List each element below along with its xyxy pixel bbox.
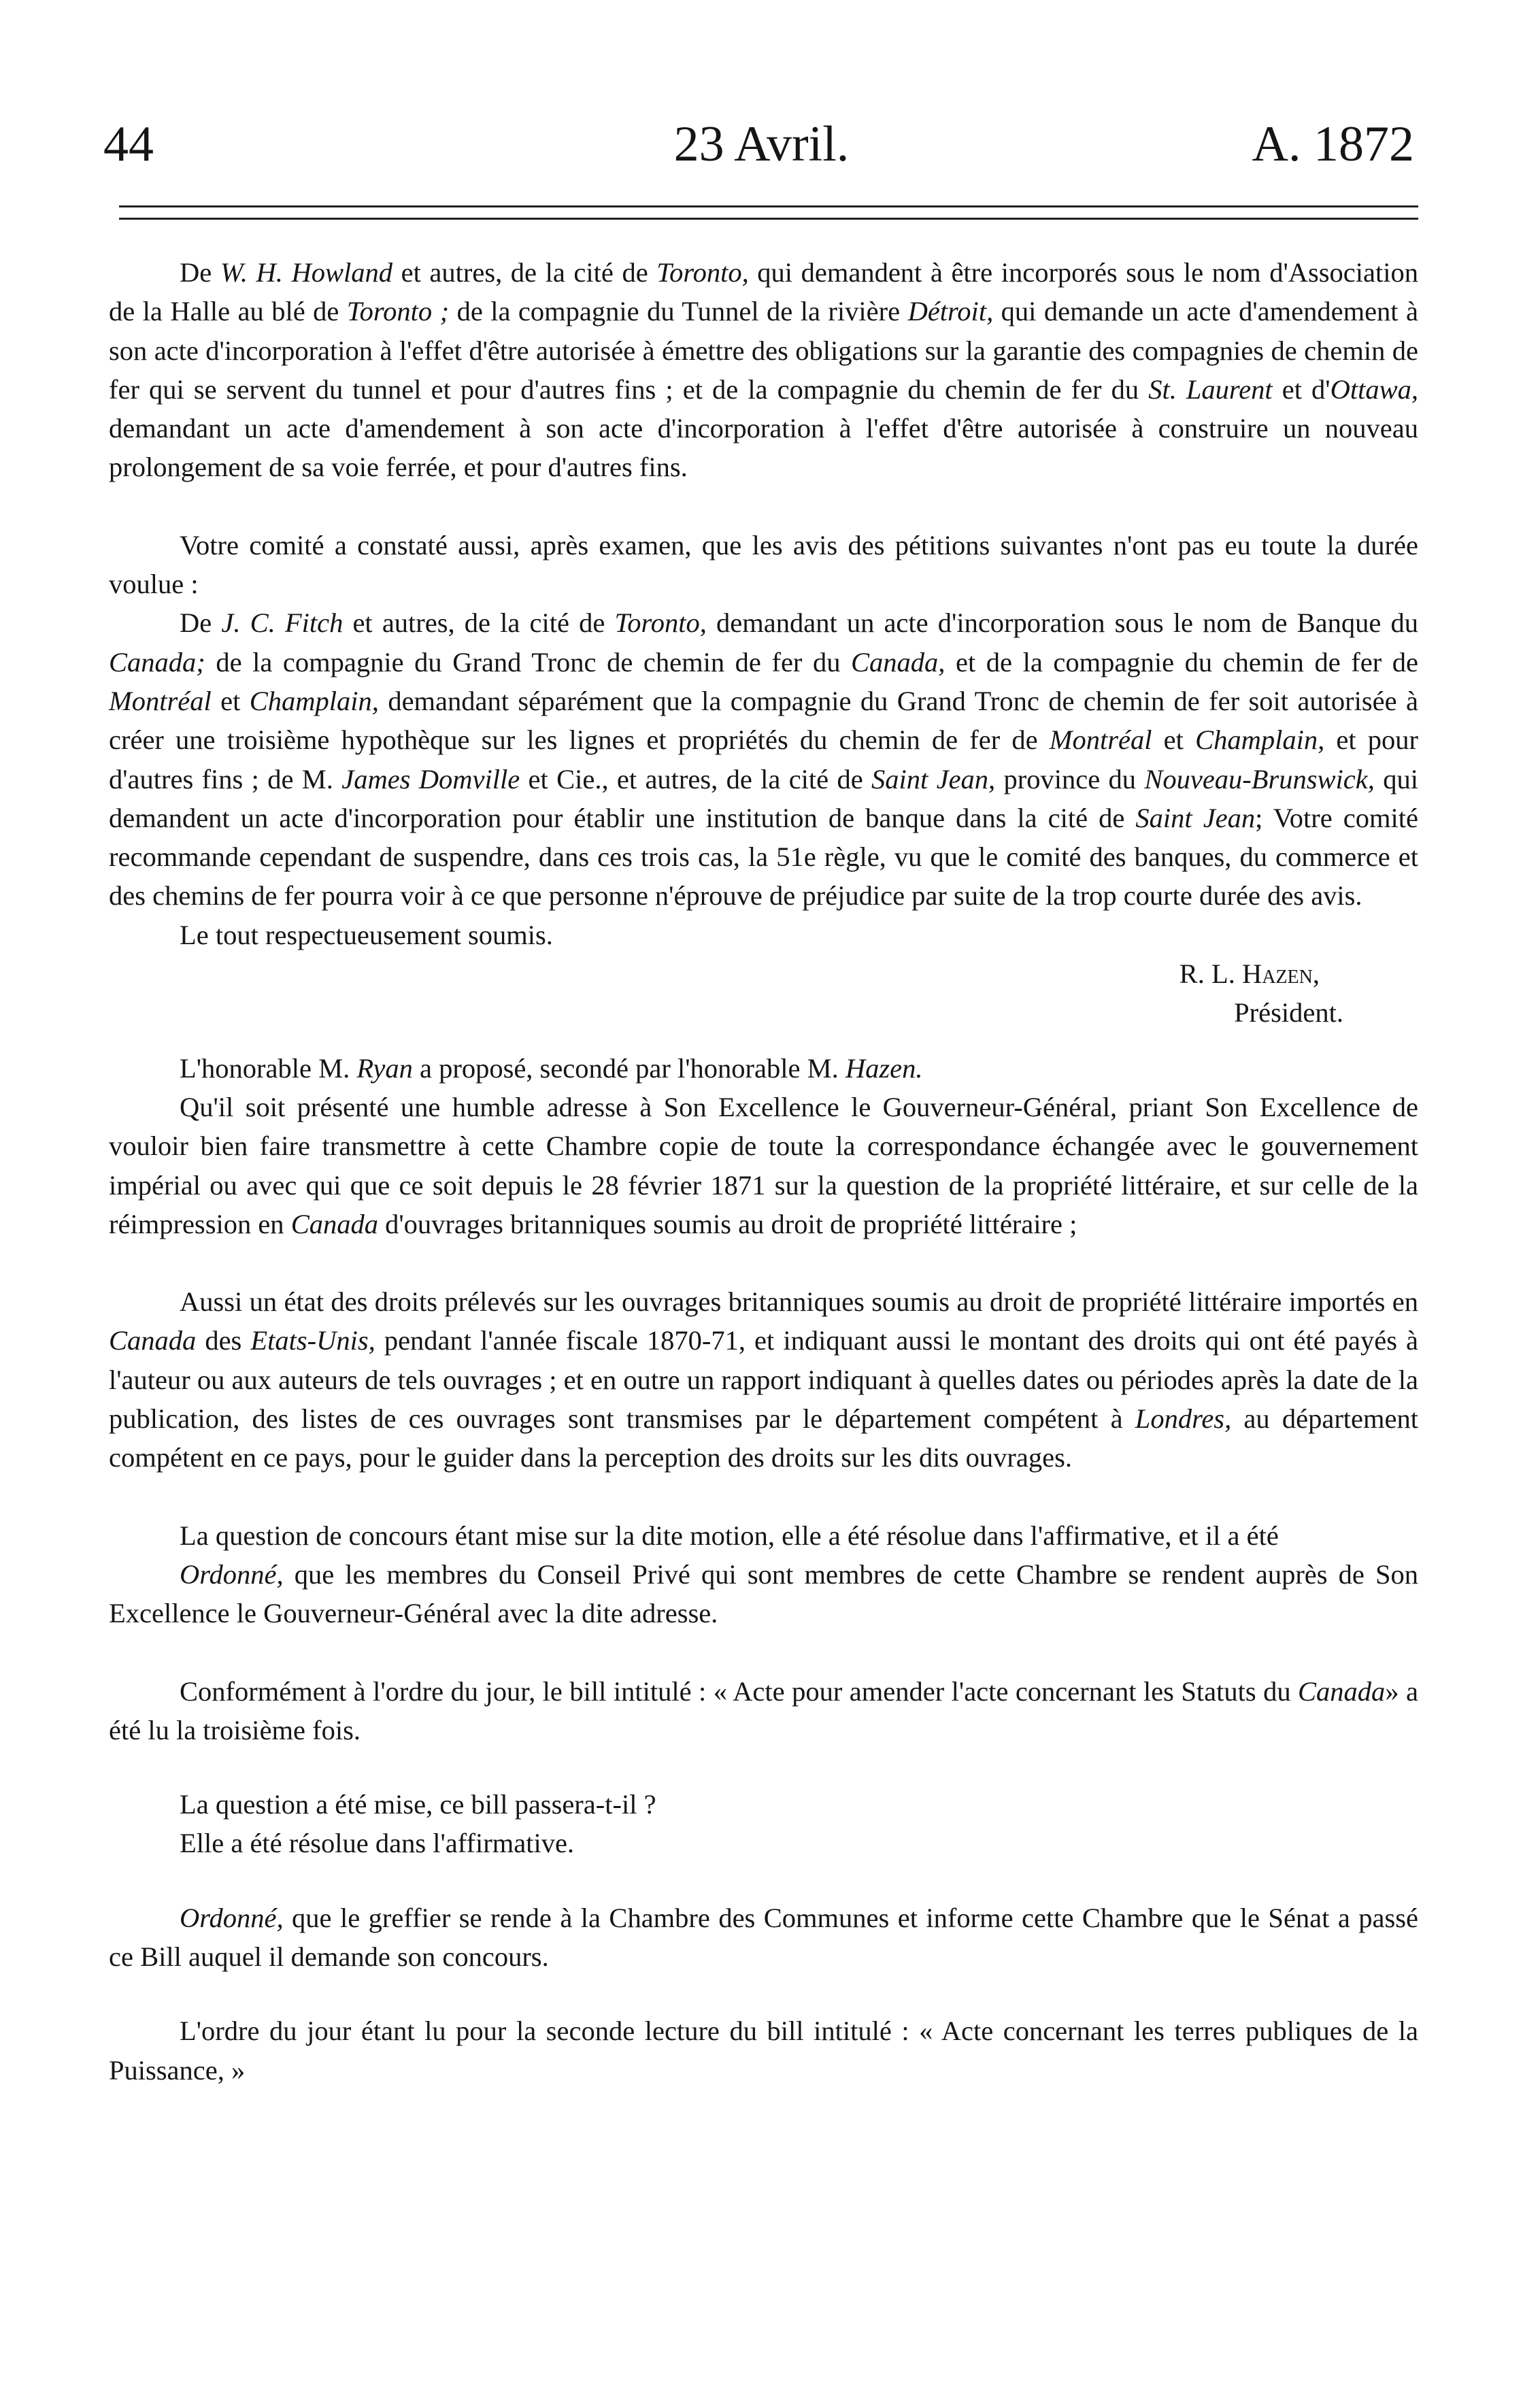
text-segment: De <box>180 607 222 639</box>
text-segment: ; Votre comité recommande cependant de suspendre, dans ces trois cas, la 51e règle, vu que le comité des banques, du commerce et des chemins de fer pourra voir à ce que personne n'éprouve de préjudice par suite de la trop courte durée des avis. <box>109 802 1418 912</box>
text-segment: L'honorable M. <box>180 1052 357 1084</box>
text-segment: demandant un acte d'amendement à son acte d'incorporation à l'effet d'être autorisée à construire un nouveau prolongement de sa voie ferrée, et pour d'autres fins. <box>109 413 1418 483</box>
text-segment: La question a été mise, ce bill passera-t-il ? <box>180 1789 656 1820</box>
italic-text-segment: Hazen. <box>845 1052 923 1084</box>
paragraph-statement-of-duties <box>109 1282 1418 1477</box>
text-segment: » a été lu la troisième fois. <box>109 1675 1418 1745</box>
header-rule-top <box>119 205 1418 207</box>
italic-text-segment: Canada <box>1298 1675 1386 1707</box>
italic-text-segment: Canada <box>109 1325 197 1356</box>
signature-name: R. L. Hazen, <box>1179 958 1320 990</box>
italic-text-segment: Champlain, <box>249 685 379 716</box>
italic-text-segment: Montréal <box>1049 724 1152 756</box>
italic-text-segment: Ordonné, <box>180 1558 284 1590</box>
paragraph-petitions-fitch <box>109 603 1418 915</box>
text-segment: et pour d'autres fins ; de M. <box>109 724 1419 795</box>
paragraph-third-reading <box>109 1672 1418 1750</box>
paragraph-second-reading <box>109 2011 1418 2090</box>
text-segment: au département compétent en ce pays, pour le guider dans la perception des droits sur les dits ouvrages. <box>109 1403 1419 1473</box>
paragraph-committee-notice <box>109 526 1418 604</box>
italic-text-segment: Détroit, <box>907 296 994 327</box>
paragraph-question-put <box>109 1785 1418 1824</box>
text-segment: pendant l'année fiscale 1870-71, et indiquant aussi le montant des droits qui ont été payés à l'auteur ou aux auteurs de tels ouvrages ; et en outre un rapport indiquant à quelles dates ou périodes après la date de la publication, des listes de ces ouvrages sont transmises par le département compétent à <box>109 1325 1418 1435</box>
text-segment: a proposé, secondé par l'honorable M. <box>412 1052 846 1084</box>
italic-text-segment: Ryan <box>356 1052 413 1084</box>
paragraph-ordered-privy-council <box>109 1555 1418 1633</box>
paragraph-ordered-clerk <box>109 1899 1418 1977</box>
italic-text-segment: Champlain, <box>1195 724 1325 756</box>
paragraph-question-concurrence <box>109 1516 1418 1555</box>
text-segment: Qu'il soit présenté une humble adresse à Son Excellence le Gouverneur-Général, priant Son Excellence de vouloir bien faire transmettre à cette Chambre copie de toute la correspondance échangée avec le gouvernement impérial ou avec qui que ce soit depuis le 28 février 1871 sur la question de la propriété littéraire, et sur celle de la réimpression en <box>109 1091 1418 1239</box>
text-segment: qui demande un acte d'amendement à son acte d'incorporation à l'effet d'être autorisée à émettre des obligations sur la garantie des compagnies de chemin de fer qui se servent du tunnel et pour d'autres fins ; et de la compagnie du chemin de fer du <box>109 296 1418 405</box>
document-body <box>109 253 1418 2090</box>
text-segment: et <box>211 685 250 716</box>
text-segment: de la compagnie du Grand Tronc de chemin de fer du <box>205 646 852 678</box>
italic-text-segment: Canada; <box>109 646 205 678</box>
text-segment: Votre comité a constaté aussi, après examen, que les avis des pétitions suivantes n'ont pas eu toute la durée voulue : <box>109 529 1418 600</box>
text-segment: Aussi un état des droits prélevés sur les ouvrages britanniques soumis au droit de propriété littéraire importés en <box>180 1286 1418 1318</box>
italic-text-segment: St. Laurent <box>1148 373 1273 405</box>
italic-text-segment: Canada, <box>851 646 945 678</box>
text-segment: de la compagnie du Tunnel de la rivière <box>449 296 908 327</box>
text-segment: que le greffier se rende à la Chambre des Communes et informe cette Chambre que le Sénat a passé ce Bill auquel il demande son concours. <box>109 1902 1418 1972</box>
text-segment: et de la compagnie du chemin de fer de <box>945 646 1418 678</box>
text-segment: et d' <box>1272 373 1330 405</box>
text-segment: et autres, de la cité de <box>343 607 615 639</box>
page-number: 44 <box>103 116 154 172</box>
paragraph-motion-ryan <box>109 1049 1418 1088</box>
italic-text-segment: W. H. Howland <box>220 257 393 288</box>
italic-text-segment: Canada <box>290 1208 378 1239</box>
page-date: 23 Avril. <box>673 116 850 172</box>
italic-text-segment: Londres, <box>1135 1403 1232 1435</box>
text-segment: demandant séparément que la compagnie du Grand Tronc de chemin de fer soit autorisée à créer une troisième hypothèque sur les lignes et propriétés du chemin de fer de <box>109 685 1418 756</box>
text-segment: et autres, de la cité de <box>392 257 657 288</box>
italic-text-segment: Montréal <box>109 685 212 716</box>
italic-text-segment: Etats-Unis, <box>250 1325 375 1356</box>
text-segment: qui demandent à être incorporés sous le nom d'Association de la Halle au blé de <box>109 257 1418 327</box>
text-segment: Le tout respectueusement soumis. <box>180 919 553 950</box>
italic-text-segment: Ottawa, <box>1330 373 1418 405</box>
italic-text-segment: Ordonné, <box>180 1902 284 1933</box>
text-segment: De <box>180 257 220 288</box>
text-segment: que les membres du Conseil Privé qui sont membres de cette Chambre se rendent auprès de Son Excellence le Gouverneur-Général avec la dite adresse. <box>109 1558 1418 1629</box>
paragraph-address-request <box>109 1088 1418 1243</box>
italic-text-segment: Saint Jean <box>1135 802 1256 833</box>
italic-text-segment: Toronto, <box>656 257 749 288</box>
paragraph-respectfully-submitted <box>109 916 1418 954</box>
text-segment: qui demandent un acte d'incorporation pour établir une institution de banque dans la cité de <box>109 763 1418 833</box>
italic-text-segment: Toronto ; <box>346 296 450 327</box>
text-segment: et Cie., et autres, de la cité de <box>520 763 872 795</box>
page-year: A. 1872 <box>1252 116 1414 172</box>
paragraph-petitions-howland <box>109 253 1418 487</box>
text-segment: d'ouvrages britanniques soumis au droit de propriété littéraire ; <box>378 1208 1077 1239</box>
text-segment: L'ordre du jour étant lu pour la seconde lecture du bill intitulé : « Acte concernant les terres publiques de la Puissance, » <box>109 2016 1418 2086</box>
text-segment: province du <box>995 763 1145 795</box>
text-segment: La question de concours étant mise sur la dite motion, elle a été résolue dans l'affirmative, et il a été <box>180 1520 1279 1551</box>
italic-text-segment: Saint Jean, <box>871 763 996 795</box>
italic-text-segment: J. C. Fitch <box>221 607 344 639</box>
header-rule-bottom <box>119 218 1418 220</box>
text-segment: demandant un acte d'incorporation sous le nom de Banque du <box>706 607 1418 639</box>
text-segment: Elle a été résolue dans l'affirmative. <box>180 1828 575 1859</box>
paragraph-resolved-affirmative <box>109 1824 1418 1862</box>
signature-title: Président. <box>1234 997 1343 1029</box>
italic-text-segment: Toronto, <box>614 607 707 639</box>
text-segment: Conformément à l'ordre du jour, le bill intitulé : « Acte pour amender l'acte concernant les Statuts du <box>180 1675 1299 1707</box>
text-segment: des <box>196 1325 251 1356</box>
italic-text-segment: James Domville <box>341 763 520 795</box>
text-segment: et <box>1152 724 1196 756</box>
italic-text-segment: Nouveau-Brunswick, <box>1144 763 1375 795</box>
